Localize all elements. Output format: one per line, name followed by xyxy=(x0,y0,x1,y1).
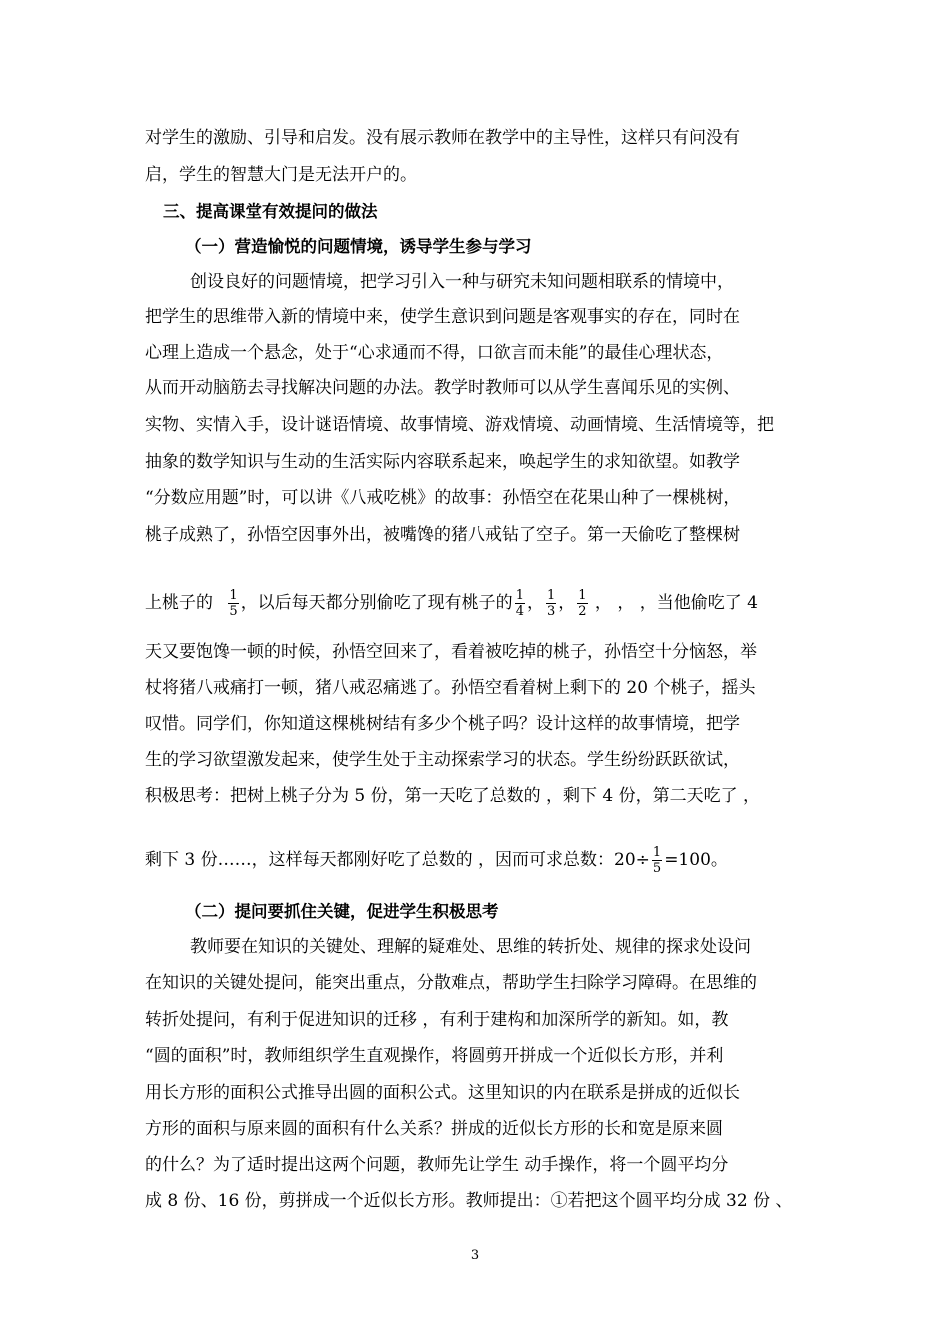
fraction-denominator: 3 xyxy=(546,604,556,619)
text-line: “圆的面积”时，教师组织学生直观操作，将圆剪开拼成一个近似长方形，并利 xyxy=(145,1046,724,1066)
fraction-numerator: 1 xyxy=(652,845,662,860)
subsection-heading: （一）营造愉悦的问题情境，诱导学生参与学习 xyxy=(185,237,532,256)
text-segment: 上桃子的 xyxy=(145,593,213,613)
fraction-denominator: 5 xyxy=(652,861,662,876)
section-heading: 三、提高课堂有效提问的做法 xyxy=(163,202,378,221)
text-line: 教师要在知识的关键处、理解的疑难处、思维的转折处、规律的探求处设问 xyxy=(190,937,751,957)
text-line: 生的学习欲望激发起来，使学生处于主动探索学习的状态。学生纷纷跃跃欲试， xyxy=(145,750,740,770)
text-line: 用长方形的面积公式推导出圆的面积公式。这里知识的内在联系是拼成的近似长 xyxy=(145,1083,740,1103)
text-line-with-fractions xyxy=(145,588,758,619)
text-segment: ， ， ，当他偷吃了 4 xyxy=(589,593,758,613)
text-segment: ， xyxy=(526,593,544,613)
fraction-numerator: 1 xyxy=(578,588,587,603)
text-line: 叹惜。同学们，你知道这棵桃树结有多少个桃子吗？设计这样的故事情境，把学 xyxy=(145,714,740,734)
text-segment: =100。 xyxy=(664,850,728,870)
text-line: 的什么？为了适时提出这两个问题，教师先让学生 动手操作，将一个圆平均分 xyxy=(145,1155,729,1175)
text-line: 天又要饱馋一顿的时候，孙悟空回来了，看着被吃掉的桃子，孙悟空十分恼怒，举 xyxy=(145,642,757,662)
text-segment: 剩下 3 份……，这样每天都刚好吃了总数的 ，因而可求总数：20÷ xyxy=(145,850,650,870)
fraction xyxy=(515,588,525,619)
fraction-numerator: 1 xyxy=(546,588,556,603)
text-line-with-fractions xyxy=(145,845,728,876)
fraction xyxy=(228,588,238,619)
fraction xyxy=(577,588,587,619)
text-line: 创设良好的问题情境，把学习引入一种与研究未知问题相联系的情境中， xyxy=(190,272,734,292)
text-line: 在知识的关键处提问，能突出重点，分散难点，帮助学生扫除学习障碍。在思维的 xyxy=(145,973,757,993)
fraction-denominator: 5 xyxy=(229,604,238,619)
fraction-denominator: 2 xyxy=(578,604,587,619)
text-line: 成 8 份、16 份，剪拼成一个近似长方形。教师提出：①若把这个圆平均分成 32 份 、 xyxy=(145,1191,793,1211)
fraction-numerator: 1 xyxy=(229,588,238,603)
text-line: 对学生的激励、引导和启发。没有展示教师在教学中的主导性，这样只有问没有 xyxy=(145,128,740,148)
text-line: “分数应用题”时，可以讲《八戒吃桃》的故事：孙悟空在花果山种了一棵桃树， xyxy=(145,488,741,508)
text-line: 启，学生的智慧大门是无法开户的。 xyxy=(145,165,417,185)
text-line: 转折处提问，有利于促进知识的迁移 ，有利于建构和加深所学的新知。如，教 xyxy=(145,1010,729,1030)
text-line: 桃子成熟了，孙悟空因事外出，被嘴馋的猪八戒钻了空子。第一天偷吃了整棵树 xyxy=(145,525,740,545)
text-line: 积极思考：把树上桃子分为 5 份，第一天吃了总数的 ，剩下 4 份，第二天吃了 ， xyxy=(145,786,761,806)
text-line: 心理上造成一个悬念，处于“心求通而不得，口欲言而未能”的最佳心理状态， xyxy=(145,343,724,363)
fraction xyxy=(652,845,662,876)
fraction-denominator: 4 xyxy=(515,604,524,619)
page-number: 3 xyxy=(470,1248,480,1263)
subsection-heading: （二）提问要抓住关键，促进学生积极思考 xyxy=(185,902,499,921)
text-segment: ， xyxy=(558,593,576,613)
text-line: 杖将猪八戒痛打一顿，猪八戒忍痛逃了。孙悟空看着树上剩下的 20 个桃子，摇头 xyxy=(145,678,756,698)
fraction-numerator: 1 xyxy=(515,588,524,603)
text-line: 从而开动脑筋去寻找解决问题的办法。教学时教师可以从学生喜闻乐见的实例、 xyxy=(145,378,740,398)
text-line: 抽象的数学知识与生动的生活实际内容联系起来，唤起学生的求知欲望。如教学 xyxy=(145,452,740,472)
text-line: 实物、实情入手，设计谜语情境、故事情境、游戏情境、动画情境、生活情境等，把 xyxy=(145,415,774,435)
fraction xyxy=(546,588,556,619)
text-segment: ，以后每天都分别偷吃了现有桃子的 xyxy=(240,593,513,613)
text-line: 方形的面积与原来圆的面积有什么关系？拼成的近似长方形的长和宽是原来圆 xyxy=(145,1119,723,1139)
text-line: 把学生的思维带入新的情境中来，使学生意识到问题是客观事实的存在，同时在 xyxy=(145,307,740,327)
